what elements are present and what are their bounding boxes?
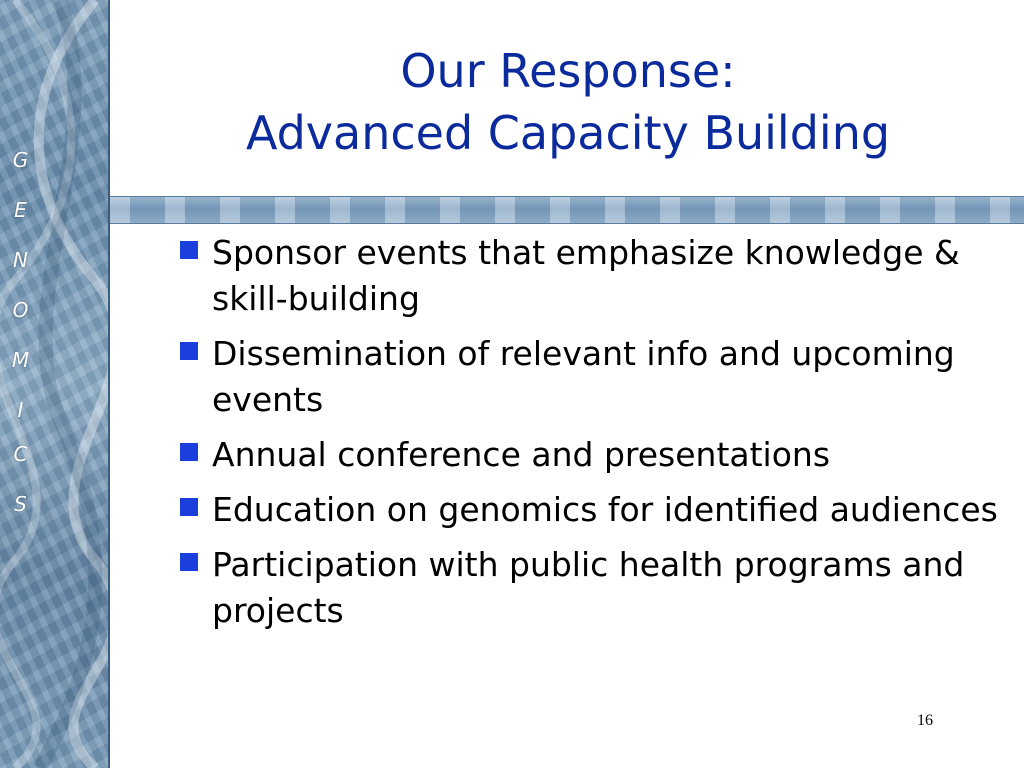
sidebar-letter: C [13,442,29,466]
bullet-text: Participation with public health programs and projects [212,545,965,630]
bullet-item [180,331,1000,423]
page-number: 16 [917,712,933,729]
genomics-vertical-text [0,148,42,542]
sidebar-letter: S [14,492,28,516]
square-bullet-icon [180,553,198,571]
slide-title [112,40,1024,164]
bullet-text: Sponsor events that emphasize knowledge & skill-building [212,233,960,318]
sidebar-letter: M [11,348,31,372]
slide-title-line1: Our Response: [400,44,736,98]
square-bullet-icon [180,498,198,516]
sidebar-decoration [0,0,110,768]
square-bullet-icon [180,241,198,259]
sidebar-letter: E [14,198,28,222]
bullet-item [180,542,1000,634]
bullet-item [180,432,1000,478]
bullet-list [180,230,1000,643]
square-bullet-icon [180,443,198,461]
bullet-item [180,230,1000,322]
sidebar-letter: N [13,248,29,272]
bullet-item [180,487,1000,533]
sidebar-letter: I [17,398,25,422]
sidebar-letter: O [12,298,30,322]
bullet-text: Annual conference and presentations [212,435,831,474]
slide-title-line2: Advanced Capacity Building [245,106,891,160]
bullet-text: Education on genomics for identified audiences [212,490,998,529]
sidebar-letter: G [12,148,30,172]
divider-banner [110,196,1024,224]
square-bullet-icon [180,342,198,360]
bullet-text: Dissemination of relevant info and upcoming events [212,334,955,419]
